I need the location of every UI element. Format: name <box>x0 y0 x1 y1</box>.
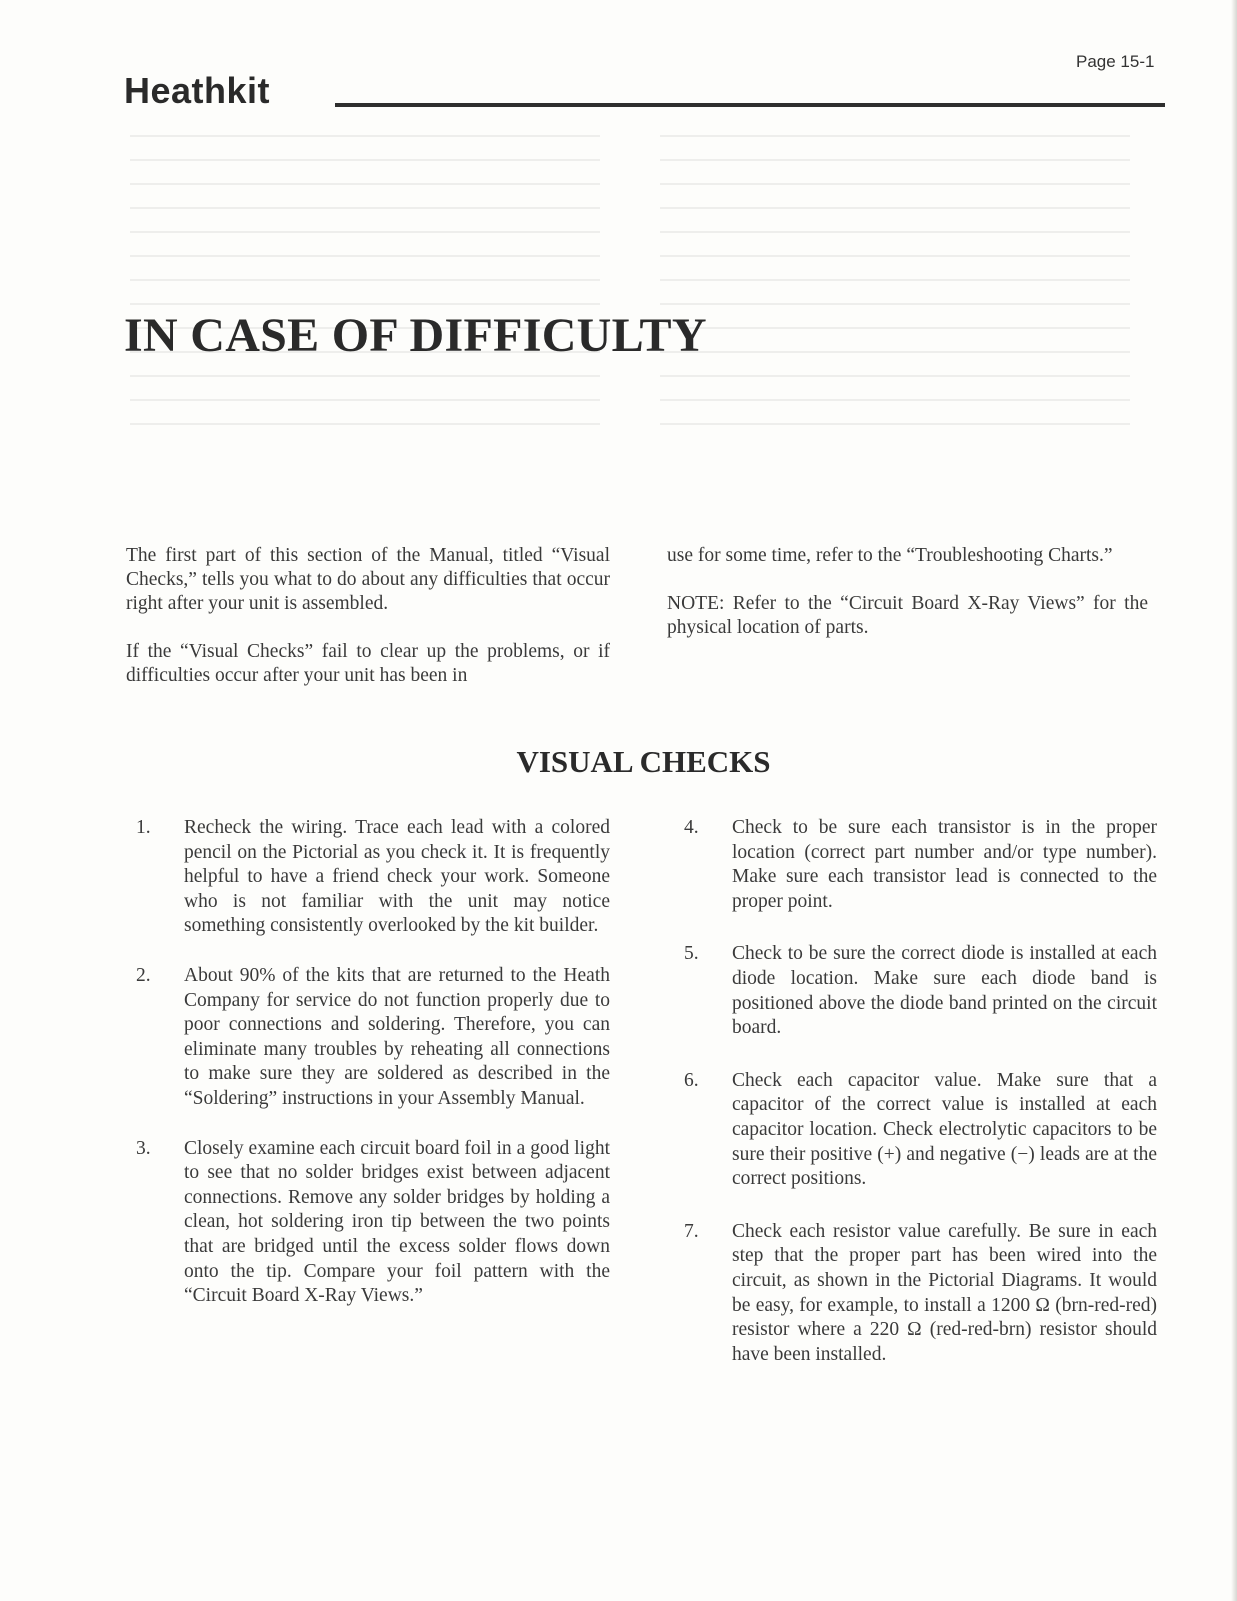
intro-column-left <box>126 544 610 712</box>
intro-column-right <box>667 544 1148 664</box>
intro-note: NOTE: Refer to the “Circuit Board X-Ray Views” for the physical location of parts. <box>667 593 1148 638</box>
item-text: Check each capacitor value. Make sure that a capacitor of the correct value is installed at each capacitor location. Check electrolytic capacitors to be sure their positive (+) and negative (−) leads are at the correct positions. <box>732 1069 1157 1190</box>
intro-paragraph: The first part of this section of the Manual, titled “Visual Checks,” tells you what to do about any difficulties that occur right after your unit is assembled. <box>126 545 610 614</box>
checklist-right-column <box>684 816 1157 1395</box>
item-number: 1. <box>136 817 151 838</box>
item-number: 4. <box>684 817 699 838</box>
item-number: 5. <box>684 943 699 965</box>
intro-paragraph: If the “Visual Checks” fail to clear up the problems, or if difficulties occur after your unit has been in <box>126 641 610 686</box>
show-through-left <box>130 135 600 435</box>
intro-paragraph: use for some time, refer to the “Troubleshooting Charts.” <box>667 545 1113 566</box>
header-rule <box>335 103 1165 107</box>
page-title: IN CASE OF DIFFICULTY <box>124 309 707 362</box>
item-text: Check each resistor value carefully. Be sure in each step that the proper part has been wired into the circuit, as shown in the Pictorial Diagrams. It would be easy, for example, to install a 1200 Ω (brn-red-red) resistor where a 220 Ω (red-red-brn) resistor should have been installed. <box>732 1220 1157 1365</box>
section-heading: VISUAL CHECKS <box>516 744 771 779</box>
checklist-item <box>684 942 1157 1040</box>
page-number: Page 15-1 <box>1076 52 1155 71</box>
checklist-left-column <box>136 816 610 1334</box>
item-number: 6. <box>684 1069 699 1091</box>
checklist-item <box>684 1220 1157 1368</box>
show-through-right <box>660 135 1130 425</box>
checklist-item <box>684 816 1157 914</box>
item-text: Recheck the wiring. Trace each lead with a colored pencil on the Pictorial as you check it. It is frequently helpful to have a friend check your work. Someone who is not familiar with the unit may notice something consistently overlooked by the kit builder. <box>184 817 610 937</box>
item-number: 2. <box>136 964 151 986</box>
item-text: About 90% of the kits that are returned to the Heath Company for service do not function properly due to poor connections and soldering. Therefore, you can eliminate many troubles by reheating all connections to make sure they are soldered as described in the “Soldering” instructions in your Assembly Manual. <box>184 964 610 1109</box>
item-text: Check to be sure each transistor is in the proper location (correct part number and/or type number). Make sure each transistor lead is connected to the proper point. <box>732 817 1157 912</box>
checklist-item <box>136 1137 610 1309</box>
item-text: Closely examine each circuit board foil in a good light to see that no solder bridges exist between adjacent connections. Remove any solder bridges by holding a clean, hot soldering iron tip between the two points that are bridged until the excess solder flows down onto the tip. Compare your foil pattern with the “Circuit Board X-Ray Views.” <box>184 1137 610 1307</box>
item-number: 7. <box>684 1220 699 1242</box>
brand-logo: Heathkit <box>124 70 271 111</box>
checklist-item <box>136 964 610 1112</box>
checklist-item <box>136 816 610 939</box>
item-text: Check to be sure the correct diode is installed at each diode location. Make sure each diode band is positioned above the diode band printed on the circuit board. <box>732 943 1157 1039</box>
scan-edge <box>1231 0 1237 1601</box>
item-number: 3. <box>136 1137 151 1159</box>
checklist-item <box>684 1069 1157 1192</box>
